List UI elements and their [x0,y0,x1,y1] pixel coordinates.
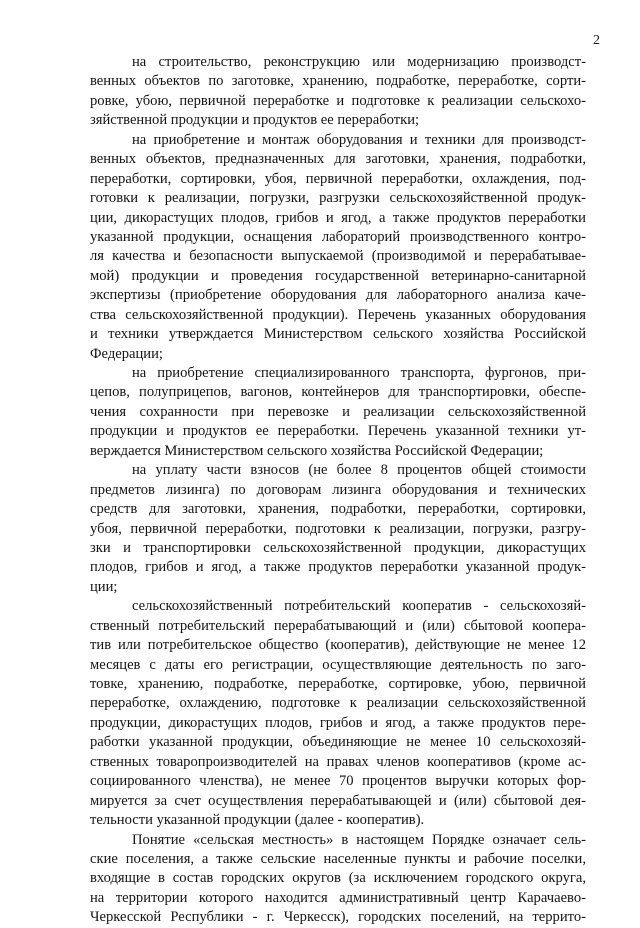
text-line: указанной продукции, оснащения лабораторий производственного контро- [90,228,586,245]
text-line: на приобретение специализированного транспорта, фургонов, при- [132,365,586,381]
text-line: на территории которого находится административный центр Карачаево- [90,889,586,906]
text-line: сельскохозяйственный потребительский кооператив - сельскохозяй- [132,598,586,615]
text-line: тив или потребительское общество (кооператив), действующие не менее 12 [90,637,586,654]
page-number: 2 [593,33,600,48]
text-line: продукции и продуктов ее переработки. Перечень указанной техники ут- [90,423,586,440]
text-line: зяйственной продукции и продуктов ее переработки; [90,112,420,129]
text-line: ции, дикорастущих плодов, грибов и ягод, а также продуктов переработки [90,209,586,226]
text-line: венных объектов, предназначенных для заготовки, хранения, подработки, [90,151,586,168]
text-line: ственный потребительский перерабатывающий и (или) сбытовой коопера- [90,617,586,634]
text-line: входящие в состав городских округов (за исключением городского округа, [90,870,586,887]
text-line: экспертизы (приобретение оборудования для лабораторного анализа каче- [90,287,586,304]
text-line: мируется за счет осуществления перерабатывающей и (или) сбытовой дея- [90,792,586,809]
text-line: мой) продукции и проведения государственной ветеринарно-санитарной [90,267,586,284]
text-line: работки указанной продукции, объединяющие не менее 10 сельскохозяй- [90,734,586,751]
text-line: Понятие «сельская местность» в настоящем Порядке означает сель- [132,831,586,848]
text-line: тельности указанной продукции (далее - кооператив). [90,812,425,829]
document-body-text [90,53,586,928]
text-line: верждается Министерством сельского хозяйства Российской Федерации; [90,442,544,459]
text-line: плодов, грибов и ягод, а также продуктов переработки указанной продук- [90,559,586,576]
text-line: ские поселения, а также сельские населенные пункты и рабочие поселки, [90,850,586,867]
text-line: на уплату части взносов (не более 8 процентов общей стоимости [132,462,586,479]
text-line: Черкесской Республики - г. Черкесск), городских поселений, на террито- [90,909,586,926]
text-line: Федерации; [90,345,163,362]
text-line: социированного членства), не менее 70 процентов выручки которых фор- [90,773,586,790]
text-line: предметов лизинга) по договорам лизинга оборудования и технических [90,481,586,498]
text-line: средств для заготовки, хранения, подработки, переработки, сортировки, [90,501,586,518]
text-line: ровке, убою, первичной переработке и подготовке к реализации сельскохо- [90,92,586,109]
text-line: ции; [90,578,118,595]
text-line: продукции, дикорастущих плодов, грибов и ягод, а также продуктов пере- [90,714,586,731]
text-line: и техники утверждается Министерством сельского хозяйства Российской [90,326,586,343]
text-line: на приобретение и монтаж оборудования и техники для производст- [132,131,586,148]
text-line: убоя, первичной переработки, подготовки к реализации, погрузки, разгру- [90,520,586,537]
text-line: чения сохранности при перевозке и реализации сельскохозяйственной [90,403,586,420]
text-line: ства сельскохозяйственной продукции). Перечень указанных оборудования [90,306,586,323]
text-line: переработки, сортировки, убоя, первичной переработки, охлаждения, под- [90,170,586,187]
text-line: ля качества и безопасности выпускаемой (производимой и перерабатывае- [90,248,586,265]
text-line: зки и транспортировки сельскохозяйственной продукции, дикорастущих [90,539,586,556]
text-line: на строительство, реконструкцию или модернизацию производст- [132,54,586,70]
text-line: месяцев с даты его регистрации, осуществляющие деятельность по заго- [90,656,586,673]
text-line: переработке, охлаждению, подготовке к реализации сельскохозяйственной [90,695,586,712]
text-line: цепов, полуприцепов, вагонов, контейнеров для транспортировки, обеспе- [90,384,586,401]
text-line: ственных товаропроизводителей на правах членов кооперативов (кроме ас- [90,753,586,770]
text-line: готовки к реализации, погрузки, разгрузки сельскохозяйственной продук- [90,190,586,207]
text-line: венных объектов по заготовке, хранению, подработке, переработке, сорти- [90,73,586,90]
text-line: товке, хранению, подработке, переработке, сортировке, убою, первичной [90,676,586,692]
